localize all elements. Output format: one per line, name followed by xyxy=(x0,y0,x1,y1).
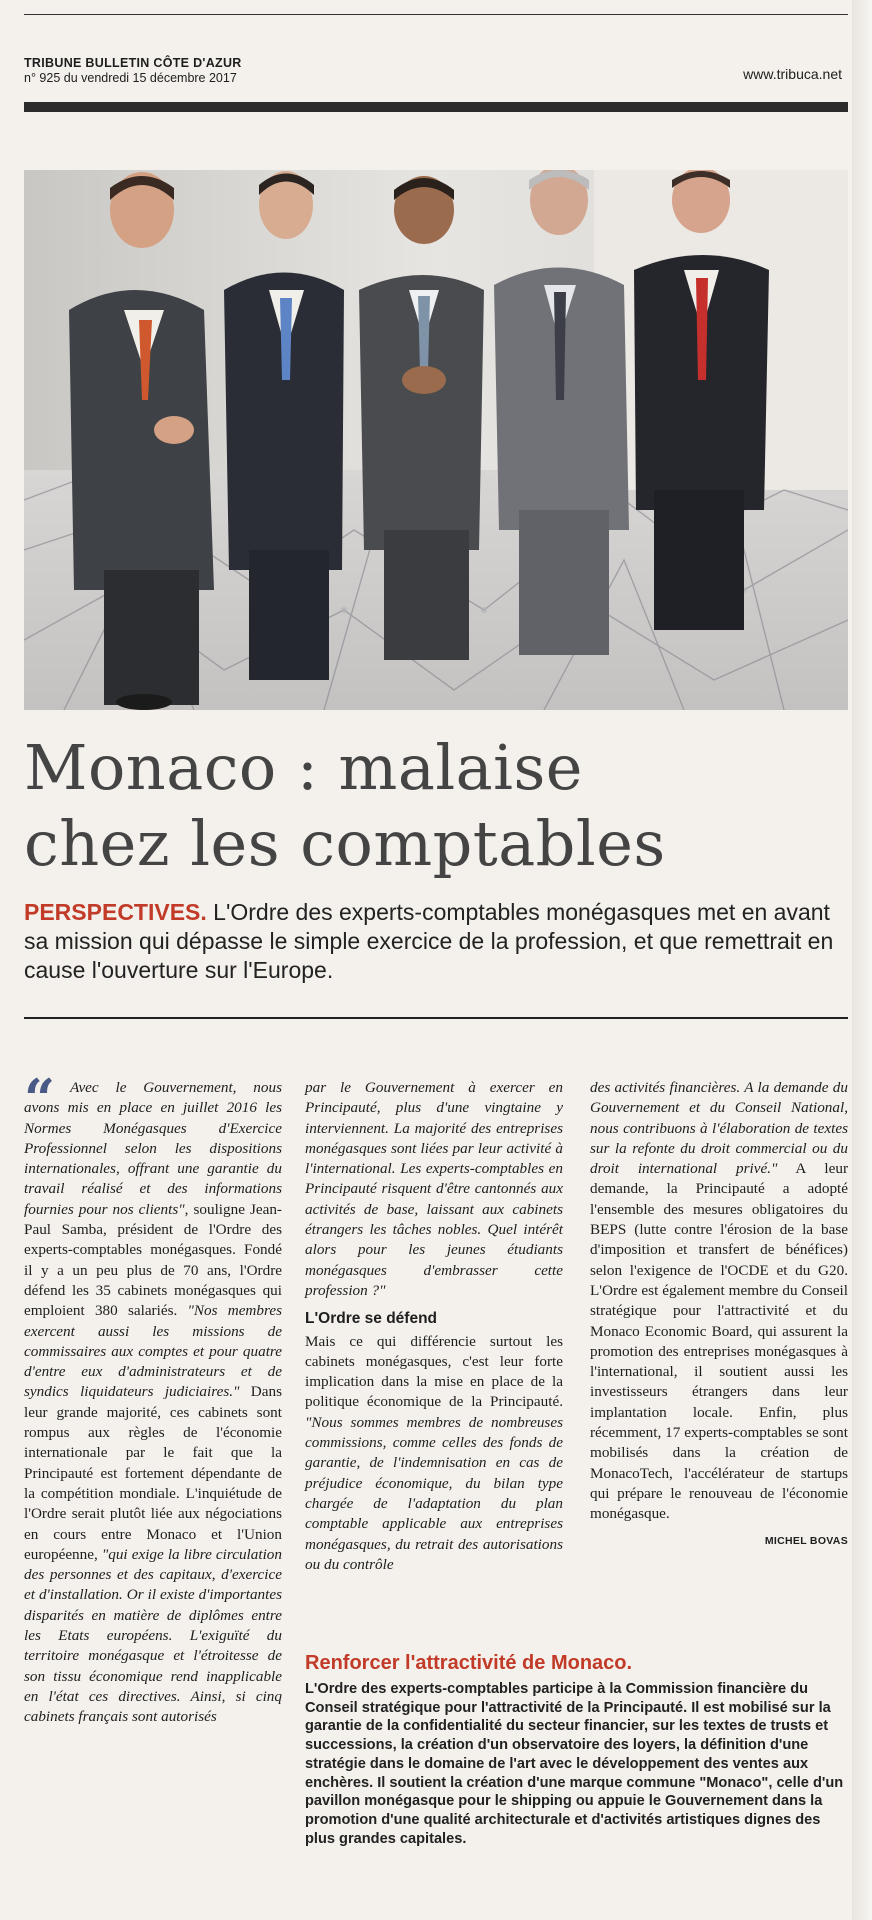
column-1 xyxy=(24,1078,282,1728)
headline xyxy=(24,730,848,882)
col2-quote-1: par le Gouvernement à exercer en Principauté, plus d'une vingtaine y interviennent. La majorité des entreprises monégasques sont liées par leur activité à l'international. Les experts-comptables en Principauté risquent d'être cantonnés aux activités de base, laissant aux cabinets étrangers les tâches nobles. Quel intérêt alors pour les jeunes étudiants monégasques d'embrasser cette profession ?" xyxy=(305,1079,563,1299)
box-text: L'Ordre des experts-comptables participe à la Commission financière du Conseil stratégique pour l'attractivité de la Principauté. Il est mobilisé sur la garantie de la confidentialité du secteur financier, sur les textes de trusts et successions, la création d'un observatoire des loyers, la définition d'une stratégie dans le domaine de l'art avec le développement des ventes aux enchères. Il soutient la création d'une marque commune "Monaco", celle d'un pavillon monégasque pour le shipping ou appuie le Gouvernement dans la promotion d'une qualité architecturale et d'activités artistiques dignes des plus grandes capitales. xyxy=(305,1681,844,1847)
article-photo xyxy=(24,170,848,710)
byline: MICHEL BOVAS xyxy=(764,1534,848,1547)
col3-text-1: A leur demande, la Principauté a adopté l'ensemble des mesures obligatoires du BEPS (lutte contre l'érosion de la base d'imposition et transfert de bénéfices) selon l'exigence de l'OCDE et du G20. L'Ordre est également membre du Conseil stratégique pour l'attractivité et du Monaco Economic Board, qui assurent la promotion des entreprises monégasques à l'international, il soutient aussi les investisseurs étrangers dans leur implantation locale. Enfin, plus récemment, 17 experts-comptables se sont mobilisés dans la création de MonacoTech, l'accélérateur de startups qui prépare le renouveau de l'économie monégasque. xyxy=(590,1160,849,1523)
headline-line-2: chez les comptables xyxy=(24,807,666,880)
top-rule xyxy=(24,14,848,15)
col2-quote-2: "Nous sommes membres de nombreuses commissions, comme celles des fonds de garantie, de l'indemnisation en cas de préjudice économique, du bilan type chargée de l'adaptation du plan comptable applicable aux entreprises monégasques, du retrait des autorisations ou du contrôle xyxy=(305,1413,563,1573)
subheading: L'Ordre se défend xyxy=(305,1310,438,1328)
group-photo xyxy=(24,170,848,710)
issue-date: n° 925 du vendredi 15 décembre 2017 xyxy=(24,71,237,85)
quote-mark-icon: “ xyxy=(24,1067,56,1131)
quote-1: Avec le Gouvernement, nous avons mis en place en juillet 2016 les Normes Monégasques d'Exercice Professionnel selon les dispositions internationales, offrant une garantie du travail réalisé et des informations fournies pour nos clients" xyxy=(24,1079,282,1218)
website-link[interactable]: www.tribuca.net xyxy=(743,66,842,82)
header-rule xyxy=(24,102,848,112)
standfirst xyxy=(24,898,848,985)
standfirst-text: L'Ordre des experts-comptables monégasques met en avant sa mission qui dépasse le simple exercice de la profession, et que remettrait en cause l'ouverture sur l'Europe. xyxy=(24,899,834,983)
kicker: PERSPECTIVES. xyxy=(24,899,207,925)
quote-2: "Nos membres exercent aussi les missions de commissaires aux comptes et pour quatre d'entre eux d'administrateurs et de syndics liquidateurs judiciaires." xyxy=(24,1302,282,1401)
box-title: Renforcer l'attractivité de Monaco. xyxy=(305,1652,633,1674)
col3-quote-1: des activités financières. A la demande du Gouvernement et du Conseil National, nous contribuons à l'élaboration de textes sur la refonte du droit commercial ou du droit international privé." xyxy=(590,1079,848,1178)
page-edge xyxy=(852,0,872,1920)
headline-line-1: Monaco : malaise xyxy=(24,731,583,804)
quote-3: "qui exige la libre circulation des personnes et des capitaux, d'exercice et d'installation. Or il existe d'importantes disparités en matière de diplômes entre les Etats européens. L'exiguïté du territoire monégasque et l'étroitesse de son tissu économique rend inapplicable en l'état ces directives. Ainsi, si cinq cabinets français sont autorisés xyxy=(24,1545,282,1726)
column-2 xyxy=(305,1078,563,1575)
col1-text-2: Dans leur grande majorité, ces cabinets sont rompus aux règles de l'économie internationale par le fait que la Principauté est fortement dépendante de la compétition mondiale. L'inquiétude de l'Ordre serait plutôt liée aux négociations en cours entre Monaco et l'Union européenne, xyxy=(24,1383,282,1563)
publication-name: TRIBUNE BULLETIN CÔTE D'AZUR xyxy=(24,56,242,70)
column-3 xyxy=(590,1078,848,1551)
col2-text-1: Mais ce qui différencie surtout les cabinets monégasques, c'est leur forte implication dans la mise en place de la politique économique de la Principauté. xyxy=(305,1332,563,1411)
col1-text-1: , souligne Jean-Paul Samba, président de l'Ordre des experts-comptables monégasques. Fondé il y a un peu plus de 70 ans, l'Ordre défend les 35 cabinets monégasques qui emploient 380 salariés. xyxy=(24,1200,282,1320)
section-rule xyxy=(24,1017,848,1019)
